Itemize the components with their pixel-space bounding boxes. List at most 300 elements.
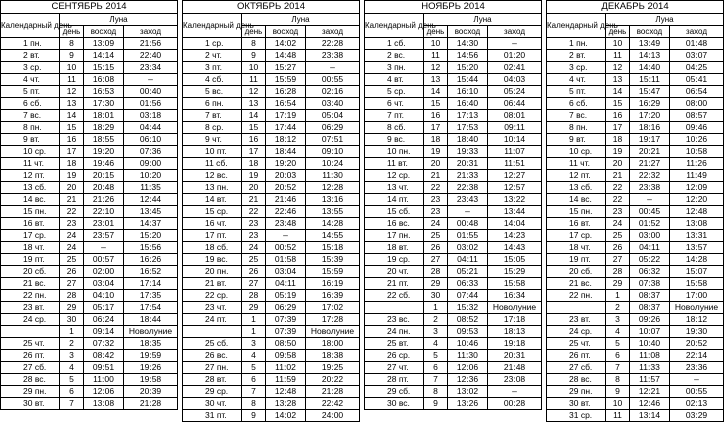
moonrise: 19:33: [448, 146, 488, 158]
moonset: 18:13: [488, 326, 542, 338]
moonset-header: заход: [306, 26, 360, 38]
calendar-day-header: Календарный день: [1, 14, 60, 38]
moonset: 13:45: [124, 206, 178, 218]
table-row: [1, 278, 178, 290]
table-row: [183, 230, 360, 242]
moonset: 18:00: [306, 338, 360, 350]
table-row: [365, 182, 542, 194]
calendar-day: 27 пн.: [183, 362, 242, 374]
moonrise: 09:58: [266, 350, 306, 362]
moon-day: 2: [424, 314, 448, 326]
moon-day: 28: [242, 290, 266, 302]
moon-day: 5: [242, 362, 266, 374]
moonrise: 12:21: [630, 386, 670, 398]
moonset: 19:59: [124, 350, 178, 362]
moon-day: 5: [60, 374, 84, 386]
moonset: 06:10: [124, 134, 178, 146]
table-row: [183, 338, 360, 350]
moon-day: 6: [60, 386, 84, 398]
moon-day: 13: [60, 98, 84, 110]
table-row: [183, 218, 360, 230]
calendar-day: 27 сб.: [547, 362, 606, 374]
moon-day: 11: [60, 74, 84, 86]
moon-day: 13: [424, 74, 448, 86]
calendar-day: 4 чт.: [547, 74, 606, 86]
moonset: 10:20: [124, 170, 178, 182]
table-row: [183, 38, 360, 50]
moon-day: 1: [606, 290, 630, 302]
new-moon-time: 09:14: [84, 326, 124, 338]
table-row: [365, 170, 542, 182]
calendar-day: [365, 302, 424, 314]
moonset: 16:39: [306, 290, 360, 302]
calendar-day: 12 пт.: [547, 170, 606, 182]
table-row: [547, 230, 724, 242]
moon-day: 18: [606, 134, 630, 146]
calendar-day: 13 чт.: [365, 182, 424, 194]
calendar-day: 23 вт.: [547, 314, 606, 326]
moonrise: 23:48: [266, 218, 306, 230]
table-row: [183, 386, 360, 398]
moonrise: 14:02: [266, 38, 306, 50]
moonrise: 05:19: [266, 290, 306, 302]
moonset: 10:24: [306, 158, 360, 170]
moonset: 11:26: [670, 158, 724, 170]
moon-day: 8: [60, 38, 84, 50]
table-row: [547, 110, 724, 122]
moonrise: 11:00: [84, 374, 124, 386]
moon-day: 12: [242, 86, 266, 98]
table-row: [547, 122, 724, 134]
table-row: [365, 278, 542, 290]
calendar-day: 21 вт.: [183, 278, 242, 290]
moonset: 07:51: [306, 134, 360, 146]
moonrise: 15:20: [448, 62, 488, 74]
moonset: 20:31: [488, 350, 542, 362]
calendar-day: [547, 302, 606, 314]
new-moon-time: 07:39: [266, 326, 306, 338]
moon-day: 10: [242, 62, 266, 74]
moon-day: 20: [242, 182, 266, 194]
moon-day: 24: [60, 230, 84, 242]
moon-day: 14: [606, 86, 630, 98]
moon-day: 8: [424, 386, 448, 398]
moon-day: 4: [242, 350, 266, 362]
calendar-day: 9 вт.: [547, 134, 606, 146]
calendar-day: 25 чт.: [547, 338, 606, 350]
moonrise: 16:29: [630, 98, 670, 110]
moon-header: Луна: [424, 14, 542, 26]
table-row: [1, 350, 178, 362]
moonset: 06:54: [670, 86, 724, 98]
moonrise: 18:55: [84, 134, 124, 146]
table-row: [183, 110, 360, 122]
moonrise: 20:52: [266, 182, 306, 194]
moonset: 13:57: [670, 242, 724, 254]
moonset: 20:39: [124, 386, 178, 398]
calendar-day: 20 пн.: [183, 266, 242, 278]
moon-day: 11: [606, 410, 630, 422]
moonset: 14:43: [488, 242, 542, 254]
moonrise: 15:15: [84, 62, 124, 74]
moonset: 21:56: [124, 38, 178, 50]
month-table: [182, 0, 359, 432]
table-row: [547, 266, 724, 278]
moon-day: 29: [60, 302, 84, 314]
moonrise: 08:37: [630, 290, 670, 302]
moon-day: 29: [424, 278, 448, 290]
calendar-day: 14 вт.: [183, 194, 242, 206]
moon-day: 24: [424, 218, 448, 230]
moonset: 11:51: [488, 158, 542, 170]
moonrise: 18:40: [448, 134, 488, 146]
moonset: 15:59: [306, 266, 360, 278]
calendar-day: 26 ср.: [365, 350, 424, 362]
moonrise: 19:20: [266, 158, 306, 170]
moon-day: 15: [424, 98, 448, 110]
calendar-day: 10 ср.: [547, 146, 606, 158]
moonrise: 11:57: [630, 374, 670, 386]
moonrise: 20:15: [84, 170, 124, 182]
moon-day: 8: [242, 398, 266, 410]
moon-day: 20: [606, 158, 630, 170]
table-row: [365, 350, 542, 362]
moonset: 16:19: [306, 278, 360, 290]
moon-day: 21: [60, 194, 84, 206]
table-row: [547, 182, 724, 194]
moon-day: 15: [60, 122, 84, 134]
moonset: 24:00: [306, 410, 360, 422]
table-row: [547, 398, 724, 410]
moonset: 12:27: [488, 170, 542, 182]
calendar-day: 30 вс.: [365, 398, 424, 410]
moonset: 14:23: [488, 230, 542, 242]
moonrise: 15:59: [266, 74, 306, 86]
calendar-day: 22 сб.: [365, 290, 424, 302]
moonset: 10:14: [488, 134, 542, 146]
table-row: [547, 374, 724, 386]
moon-header: Луна: [242, 14, 360, 26]
moon-day: 28: [424, 266, 448, 278]
table-row: [183, 326, 360, 338]
moonrise: 18:44: [266, 146, 306, 158]
moonset: 22:14: [670, 350, 724, 362]
month-title: СЕНТЯБРЬ 2014: [1, 1, 178, 14]
moonset-header: заход: [124, 26, 178, 38]
calendar-day: 3 пн.: [365, 62, 424, 74]
moonrise-header: восход: [448, 26, 488, 38]
moonrise: 14:14: [84, 50, 124, 62]
moonset: 08:01: [488, 110, 542, 122]
table-row: [183, 242, 360, 254]
table-row: [1, 206, 178, 218]
moonset: 14:37: [124, 218, 178, 230]
moonrise: 11:08: [630, 350, 670, 362]
moonrise: 14:56: [448, 50, 488, 62]
calendar-day: 29 пн.: [1, 386, 60, 398]
moonrise: 11:59: [266, 374, 306, 386]
table-row: [1, 230, 178, 242]
moon-day: 23: [242, 218, 266, 230]
moon-day: 1: [242, 314, 266, 326]
table-row: [365, 398, 542, 410]
table-row: [547, 254, 724, 266]
moon-day: 26: [424, 242, 448, 254]
moonset: 12:28: [306, 182, 360, 194]
calendar-day: 1 пн.: [547, 38, 606, 50]
table-row: [1, 134, 178, 146]
calendar-day: 13 сб.: [547, 182, 606, 194]
moon-day: 24: [242, 242, 266, 254]
table-row: [183, 362, 360, 374]
moonrise: 19:17: [630, 134, 670, 146]
calendar-day: 5 пт.: [1, 86, 60, 98]
moonrise: 16:08: [84, 74, 124, 86]
table-row: [1, 326, 178, 338]
moonrise: 03:04: [266, 266, 306, 278]
calendar-day: 19 пт.: [547, 254, 606, 266]
moonrise: 09:26: [630, 314, 670, 326]
moonrise: 14:48: [266, 50, 306, 62]
table-row: [1, 266, 178, 278]
table-row: [547, 170, 724, 182]
moon-day: 19: [424, 146, 448, 158]
calendar-day: 7 вс.: [547, 110, 606, 122]
moonrise: 22:46: [266, 206, 306, 218]
moonrise-header: восход: [630, 26, 670, 38]
moonset: 12:44: [124, 194, 178, 206]
calendar-day: 10 пн.: [365, 146, 424, 158]
moon-day: 17: [242, 146, 266, 158]
table-row: [365, 86, 542, 98]
moonset: 13:44: [488, 206, 542, 218]
moonrise: 23:43: [448, 194, 488, 206]
table-row: [1, 98, 178, 110]
table-row: [1, 242, 178, 254]
moonrise: 12:48: [266, 386, 306, 398]
table-row: [547, 350, 724, 362]
moonrise: 17:30: [84, 98, 124, 110]
table-row: [1, 218, 178, 230]
moon-day: 14: [60, 110, 84, 122]
calendar-day: 9 чт.: [183, 134, 242, 146]
table-row: [183, 206, 360, 218]
calendar-day: 10 ср.: [1, 146, 60, 158]
moonset: 03:18: [124, 110, 178, 122]
table-row: [183, 374, 360, 386]
moon-day: 26: [606, 242, 630, 254]
calendar-day: 15 сб.: [365, 206, 424, 218]
moonset: 12:20: [670, 194, 724, 206]
calendar-day: 28 вт.: [183, 374, 242, 386]
moon-day: 18: [242, 158, 266, 170]
moonrise: 17:20: [630, 110, 670, 122]
table-row: [183, 86, 360, 98]
moonset: 20:52: [670, 338, 724, 350]
moon-day: 2: [60, 338, 84, 350]
calendar-day: 22 ср.: [183, 290, 242, 302]
moon-day: 4: [606, 326, 630, 338]
moonset: 00:28: [488, 398, 542, 410]
month-table: [546, 0, 723, 432]
calendar-day: 9 вт.: [1, 134, 60, 146]
table-row: [547, 158, 724, 170]
moon-day: 26: [242, 266, 266, 278]
moonset: 19:58: [124, 374, 178, 386]
moonrise: 15:11: [630, 74, 670, 86]
table-row: [1, 302, 178, 314]
calendar-day: 6 сб.: [547, 98, 606, 110]
table-row: [547, 62, 724, 74]
new-moon-time: 15:32: [448, 302, 488, 314]
moonset: 23:38: [306, 50, 360, 62]
moonrise: 23:57: [84, 230, 124, 242]
calendar-day: 12 ср.: [365, 170, 424, 182]
calendar-day: 3 ср.: [547, 62, 606, 74]
calendar-day: 16 вт.: [1, 218, 60, 230]
moonrise: 14:02: [266, 410, 306, 422]
moonrise: 02:00: [84, 266, 124, 278]
calendar-day: 5 пт.: [547, 86, 606, 98]
table-row: [365, 98, 542, 110]
calendar-day: 8 ср.: [183, 122, 242, 134]
table-row: [365, 134, 542, 146]
moonrise: 09:53: [448, 326, 488, 338]
moonset: 01:56: [124, 98, 178, 110]
moonrise: 06:29: [266, 302, 306, 314]
table-row: [547, 338, 724, 350]
calendar-day: 13 сб.: [1, 182, 60, 194]
moonrise: 04:11: [448, 254, 488, 266]
moonset: 02:16: [306, 86, 360, 98]
table-row: [365, 110, 542, 122]
calendar-day: 4 вт.: [365, 74, 424, 86]
month-table: [0, 0, 177, 432]
moon-day: 14: [424, 86, 448, 98]
table-row: [1, 338, 178, 350]
calendar-day: 15 ср.: [183, 206, 242, 218]
moon-day: 22: [606, 194, 630, 206]
moon-day: 16: [242, 134, 266, 146]
new-moon-label: Новолуние: [306, 326, 360, 338]
calendar-day: 6 чт.: [365, 98, 424, 110]
moonset: –: [488, 386, 542, 398]
moon-day: 12: [60, 86, 84, 98]
moonset: 22:40: [124, 50, 178, 62]
moonset: 10:26: [670, 134, 724, 146]
moonset: 08:00: [670, 98, 724, 110]
moon-day: 6: [606, 350, 630, 362]
moonset: 15:29: [488, 266, 542, 278]
calendar-day: 12 вс.: [183, 170, 242, 182]
table-row: [547, 194, 724, 206]
table-row: [547, 74, 724, 86]
moonset: 17:35: [124, 290, 178, 302]
moonrise: 03:04: [84, 278, 124, 290]
moon-day: 14: [242, 110, 266, 122]
moonset: 00:55: [306, 74, 360, 86]
table-row: [1, 170, 178, 182]
calendar-day: 18 вт.: [365, 242, 424, 254]
moonrise: 07:32: [84, 338, 124, 350]
moonset: 13:31: [670, 230, 724, 242]
table-row: [183, 290, 360, 302]
moon-day: 17: [424, 122, 448, 134]
moonset: 11:35: [124, 182, 178, 194]
moonrise: 13:49: [630, 38, 670, 50]
moon-day: 30: [60, 314, 84, 326]
moonrise: 08:50: [266, 338, 306, 350]
moon-day: 18: [60, 158, 84, 170]
moon-day: 27: [424, 254, 448, 266]
moonrise: 10:46: [448, 338, 488, 350]
moonset: 12:57: [488, 182, 542, 194]
moonrise: 17:44: [266, 122, 306, 134]
calendar-day: 20 сб.: [547, 266, 606, 278]
moonset: 23:34: [124, 62, 178, 74]
calendar-day: 1 пн.: [1, 38, 60, 50]
moon-day: 22: [424, 182, 448, 194]
moonrise: 05:22: [630, 254, 670, 266]
moonrise: 20:48: [84, 182, 124, 194]
moon-day: 25: [424, 230, 448, 242]
table-row: [547, 290, 724, 302]
table-row: [1, 386, 178, 398]
moonset: 08:57: [670, 110, 724, 122]
calendar-day: 2 вт.: [547, 50, 606, 62]
moonrise: 04:11: [630, 242, 670, 254]
moon-day: 8: [242, 38, 266, 50]
calendar-day: 8 пн.: [1, 122, 60, 134]
moonrise: 11:30: [448, 350, 488, 362]
calendar-day-header: Календарный день: [547, 14, 606, 38]
moonset: 16:34: [488, 290, 542, 302]
calendar-day: 28 вс.: [547, 374, 606, 386]
moonrise: 13:14: [630, 410, 670, 422]
moon-day: 10: [424, 38, 448, 50]
new-moon-label: Новолуние: [670, 302, 724, 314]
calendar-day: 8 сб.: [365, 122, 424, 134]
moon-day: 27: [242, 278, 266, 290]
moon-day-header: день: [242, 26, 266, 38]
moon-day: 9: [60, 50, 84, 62]
moon-day: 10: [60, 62, 84, 74]
moonrise: –: [266, 230, 306, 242]
table-row: [365, 218, 542, 230]
moonset: 21:28: [124, 398, 178, 410]
moon-day: 23: [424, 206, 448, 218]
moonrise: 16:40: [448, 98, 488, 110]
moonset: 19:30: [670, 326, 724, 338]
moon-day: 26: [60, 266, 84, 278]
moonset: 04:25: [670, 62, 724, 74]
moonset: 15:07: [670, 266, 724, 278]
table-row: [1, 254, 178, 266]
moonset: 23:08: [488, 374, 542, 386]
calendar-day: 31 пт.: [183, 410, 242, 422]
moonset: 01:48: [670, 38, 724, 50]
table-row: [183, 50, 360, 62]
moon-day: 25: [60, 254, 84, 266]
calendar-day: 16 чт.: [183, 218, 242, 230]
moonset: 03:07: [670, 50, 724, 62]
moonrise: –: [630, 194, 670, 206]
moonset: 13:08: [670, 218, 724, 230]
calendar-day: 14 вс.: [1, 194, 60, 206]
moon-day: 24: [60, 242, 84, 254]
table-row: [365, 74, 542, 86]
calendar-day: 21 вс.: [1, 278, 60, 290]
